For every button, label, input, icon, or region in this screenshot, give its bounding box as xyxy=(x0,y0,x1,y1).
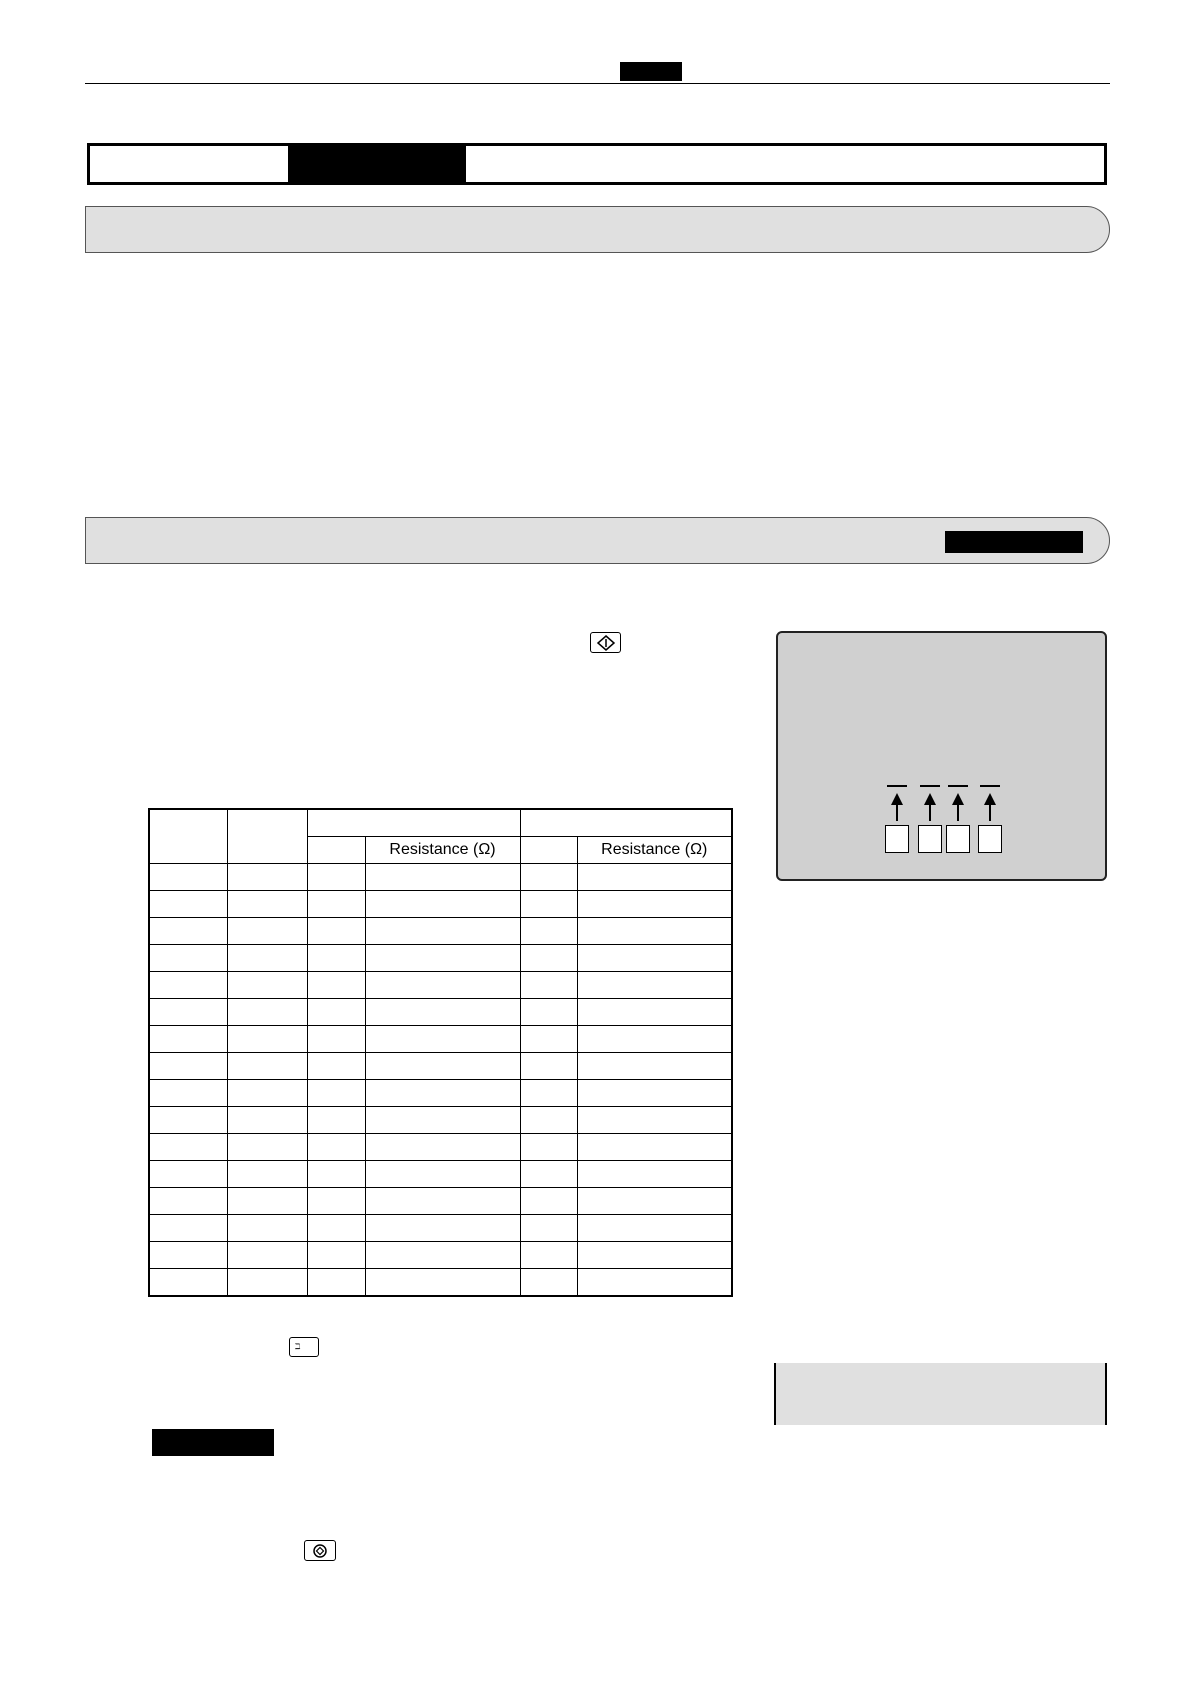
overline-mark xyxy=(980,785,1000,787)
table-cell xyxy=(520,1161,577,1188)
table-cell xyxy=(520,891,577,918)
svg-text:ℶ: ℶ xyxy=(295,1342,301,1351)
table-cell xyxy=(520,1080,577,1107)
table-cell xyxy=(149,1026,227,1053)
table-cell xyxy=(227,1053,307,1080)
table-cell xyxy=(577,1053,732,1080)
table-cell xyxy=(577,1242,732,1269)
digit-box xyxy=(946,825,970,853)
table-row xyxy=(149,1026,732,1053)
overline-mark xyxy=(920,785,940,787)
table-cell xyxy=(365,1134,520,1161)
table-cell xyxy=(365,891,520,918)
table-row xyxy=(149,1107,732,1134)
table-cell xyxy=(577,1188,732,1215)
stop-key-icon xyxy=(304,1540,336,1561)
table-row xyxy=(149,1161,732,1188)
table-row xyxy=(149,945,732,972)
table-cell xyxy=(307,891,365,918)
table-cell xyxy=(307,1188,365,1215)
table-cell xyxy=(577,1134,732,1161)
table-cell xyxy=(520,1026,577,1053)
section-header-1 xyxy=(85,206,1110,253)
table-cell xyxy=(149,891,227,918)
table-cell xyxy=(520,1242,577,1269)
table-cell xyxy=(149,1161,227,1188)
table-row xyxy=(149,918,732,945)
table-row xyxy=(149,1269,732,1297)
overline-mark xyxy=(887,785,907,787)
table-cell xyxy=(577,1161,732,1188)
table-cell xyxy=(577,891,732,918)
table-cell xyxy=(577,1080,732,1107)
arrow-stem xyxy=(929,797,931,821)
table-row xyxy=(149,1134,732,1161)
digit-indicator-4 xyxy=(978,785,1002,855)
table-row xyxy=(149,1242,732,1269)
table-cell xyxy=(520,1107,577,1134)
table-cell xyxy=(227,1269,307,1297)
table-row xyxy=(149,864,732,891)
table-cell xyxy=(307,1161,365,1188)
overline-mark xyxy=(948,785,968,787)
table-cell xyxy=(365,1242,520,1269)
table-cell xyxy=(365,1053,520,1080)
warning-label-bar xyxy=(152,1429,274,1456)
table-cell xyxy=(365,945,520,972)
table-cell xyxy=(365,1026,520,1053)
table-cell xyxy=(520,1134,577,1161)
clear-key-icon xyxy=(289,1337,319,1357)
header-cell xyxy=(149,809,227,864)
header-page-tab xyxy=(620,62,682,81)
digit-indicator-2 xyxy=(918,785,942,855)
table-cell xyxy=(307,999,365,1026)
display-panel xyxy=(776,631,1107,881)
table-cell xyxy=(149,1080,227,1107)
table-cell xyxy=(365,864,520,891)
table-cell xyxy=(227,972,307,999)
table-row xyxy=(149,972,732,999)
digit-indicator-1 xyxy=(885,785,909,855)
table-cell xyxy=(365,1080,520,1107)
table-cell xyxy=(149,1053,227,1080)
table-cell xyxy=(365,1188,520,1215)
table-row xyxy=(149,1215,732,1242)
digit-box xyxy=(918,825,942,853)
table-cell xyxy=(307,1242,365,1269)
table-cell xyxy=(577,999,732,1026)
table-cell xyxy=(307,1053,365,1080)
resistance-table xyxy=(148,808,733,1297)
table-cell xyxy=(577,864,732,891)
table-cell xyxy=(520,945,577,972)
table-row xyxy=(149,999,732,1026)
table-cell xyxy=(365,918,520,945)
start-key-icon xyxy=(590,632,621,653)
table-cell xyxy=(227,918,307,945)
table-cell xyxy=(307,864,365,891)
table-cell xyxy=(520,999,577,1026)
table-cell xyxy=(520,918,577,945)
table-cell xyxy=(307,1134,365,1161)
table-cell xyxy=(365,1215,520,1242)
table-cell xyxy=(307,1107,365,1134)
table-cell xyxy=(520,1053,577,1080)
table-cell xyxy=(520,864,577,891)
table-cell xyxy=(365,1161,520,1188)
table-cell xyxy=(307,1080,365,1107)
table-row xyxy=(149,891,732,918)
table-cell xyxy=(577,1269,732,1297)
table-cell xyxy=(520,1188,577,1215)
table-cell xyxy=(149,1134,227,1161)
header-cell xyxy=(520,837,577,864)
table-row xyxy=(149,1053,732,1080)
table-cell xyxy=(149,1188,227,1215)
arrow-stem xyxy=(989,797,991,821)
table-cell xyxy=(227,1215,307,1242)
table-cell xyxy=(577,918,732,945)
table-cell xyxy=(577,972,732,999)
table-cell xyxy=(365,972,520,999)
table-row xyxy=(149,1080,732,1107)
table-cell xyxy=(149,945,227,972)
table-cell xyxy=(520,972,577,999)
title-cell-highlight xyxy=(290,146,466,182)
table-body xyxy=(149,809,732,1296)
header-cell xyxy=(227,809,307,864)
table-cell xyxy=(577,945,732,972)
table-cell xyxy=(149,864,227,891)
header-rule xyxy=(85,83,1110,84)
title-bar xyxy=(87,143,1107,185)
title-cell-main xyxy=(466,146,1104,182)
table-cell xyxy=(577,1026,732,1053)
table-row xyxy=(149,1188,732,1215)
table-cell xyxy=(577,1107,732,1134)
section-badge xyxy=(945,531,1083,553)
table-cell xyxy=(149,1269,227,1297)
table-cell xyxy=(577,1215,732,1242)
table-cell xyxy=(227,1161,307,1188)
digit-indicator-3 xyxy=(946,785,970,855)
table-cell xyxy=(365,1269,520,1297)
table-cell xyxy=(365,999,520,1026)
table-cell xyxy=(227,999,307,1026)
table-cell xyxy=(307,1215,365,1242)
note-panel xyxy=(774,1363,1107,1425)
table-cell xyxy=(365,1107,520,1134)
table-cell xyxy=(227,1188,307,1215)
resistance-header: Resistance (Ω) xyxy=(365,837,520,864)
table-cell xyxy=(227,1242,307,1269)
table-cell xyxy=(307,945,365,972)
header-group-cell xyxy=(307,809,520,837)
table-cell xyxy=(227,1080,307,1107)
table-cell xyxy=(227,1134,307,1161)
table-cell xyxy=(227,864,307,891)
table-cell xyxy=(149,1242,227,1269)
arrow-stem xyxy=(896,797,898,821)
table-cell xyxy=(227,1107,307,1134)
header-group-cell xyxy=(520,809,732,837)
table-cell xyxy=(307,1026,365,1053)
table-cell xyxy=(227,891,307,918)
table-cell xyxy=(307,918,365,945)
table-cell xyxy=(149,972,227,999)
table-cell xyxy=(149,1107,227,1134)
title-cell-left xyxy=(90,146,290,182)
table-cell xyxy=(520,1269,577,1297)
header-cell xyxy=(307,837,365,864)
arrow-stem xyxy=(957,797,959,821)
table-cell xyxy=(227,1026,307,1053)
table-cell xyxy=(149,999,227,1026)
table-cell xyxy=(520,1215,577,1242)
table-cell xyxy=(227,945,307,972)
table-header-row xyxy=(149,809,732,837)
digit-box xyxy=(978,825,1002,853)
table-cell xyxy=(149,918,227,945)
table-cell xyxy=(149,1215,227,1242)
table-cell xyxy=(307,972,365,999)
table-cell xyxy=(307,1269,365,1297)
section-header-2 xyxy=(85,517,1110,564)
digit-box xyxy=(885,825,909,853)
resistance-header: Resistance (Ω) xyxy=(577,837,732,864)
